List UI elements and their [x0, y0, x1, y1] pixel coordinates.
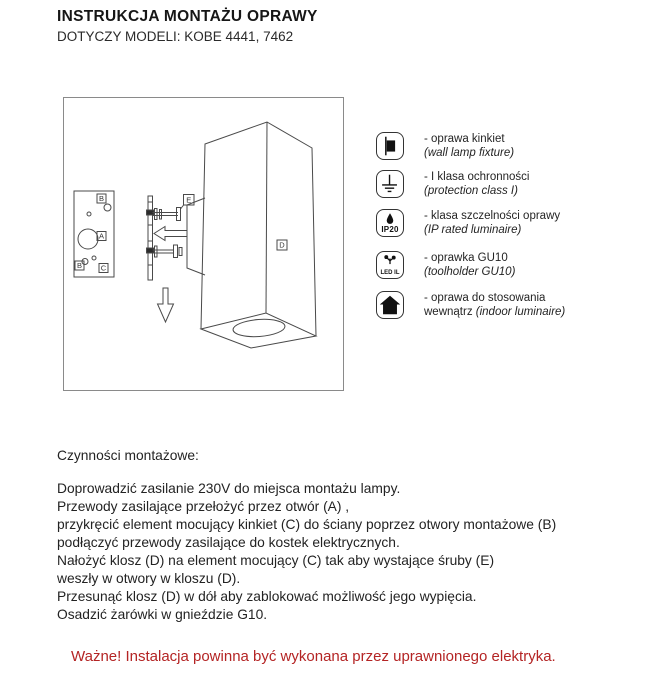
- step-line: Przewody zasilające przełożyć przez otwór (A) ,: [57, 499, 350, 514]
- legend-item-wall-lamp: [376, 132, 514, 160]
- step-line: Doprowadzić zasilanie 230V do miejsca montażu lampy.: [57, 481, 401, 496]
- assembly-steps: [57, 447, 556, 624]
- keyhole-top: [104, 204, 111, 211]
- ip20-text: IP20: [381, 225, 399, 234]
- step-line: Nałożyć klosz (D) na element mocujący (C) tak aby wystające śruby (E): [57, 553, 495, 568]
- indoor-house-icon: [376, 291, 404, 319]
- step-line: Przesunąć klosz (D) w dół aby zablokować możliwość jego wypięcia.: [57, 589, 477, 604]
- assembly-diagram: [63, 97, 344, 391]
- screw-e: [177, 208, 181, 221]
- step-line: Osadzić żarówki w gnieździe G10.: [57, 607, 268, 622]
- legend-item-indoor: [376, 291, 565, 319]
- label-b-top: B: [98, 194, 105, 203]
- legend-item-ip-rating: [376, 209, 560, 237]
- electrician-warning: Ważne! Instalacja powinna być wykonana przez uprawnionego elektryka.: [71, 648, 556, 665]
- legend-item-protection-class: [376, 170, 529, 198]
- assembly-diagram-drawing: [64, 98, 343, 390]
- legend-label-en: (protection class I): [424, 185, 518, 197]
- push-left-arrow: [154, 227, 187, 241]
- legend-item-gu10: [376, 251, 515, 279]
- lamp-shade-d: [201, 122, 316, 336]
- legend-label-en: (IP rated luminaire): [424, 224, 522, 236]
- document-header: [57, 8, 318, 44]
- legend-label-en: wewnątrz (indoor luminaire): [424, 306, 566, 318]
- legend-label-en: (wall lamp fixture): [424, 147, 515, 159]
- step-line: weszły w otwory w kloszu (D).: [57, 571, 241, 586]
- steps-heading: Czynności montażowe:: [57, 448, 199, 463]
- ip20-icon: [376, 209, 404, 237]
- label-d: D: [279, 240, 285, 250]
- legend-label-en: (toolholder GU10): [424, 266, 516, 278]
- gu10-socket-icon: [376, 251, 404, 279]
- gu10-opening: [232, 318, 285, 339]
- wall-lamp-icon: [376, 132, 404, 160]
- led-il-text: LED IL: [380, 270, 400, 276]
- step-line: przykręcić element mocujący kinkiet (C) do ściany poprzez otwory montażowe (B): [57, 517, 557, 532]
- mounting-bracket-c: [148, 196, 153, 280]
- slide-down-arrow: [158, 288, 174, 322]
- legend-label: - klasa szczelności oprawy: [424, 210, 561, 222]
- legend-label: - I klasa ochronności: [424, 171, 530, 183]
- label-b-bottom: B: [76, 261, 83, 270]
- protection-class-icon: [376, 170, 404, 198]
- legend-label: - oprawa do stosowania: [424, 292, 546, 304]
- cable-hole-a: [78, 229, 98, 249]
- page-subtitle: DOTYCZY MODELI: KOBE 4441, 7462: [57, 29, 294, 44]
- legend-label: - oprawa kinkiet: [424, 133, 505, 145]
- screw-bottom: [174, 245, 178, 258]
- label-e: E: [186, 195, 192, 205]
- step-line: podłączyć przewody zasilające do kostek elektrycznych.: [57, 535, 400, 550]
- page-title: INSTRUKCJA MONTAŻU OPRAWY: [57, 8, 318, 25]
- label-a: A: [98, 231, 105, 241]
- label-c: C: [100, 263, 107, 273]
- legend-label: - oprawka GU10: [424, 252, 508, 264]
